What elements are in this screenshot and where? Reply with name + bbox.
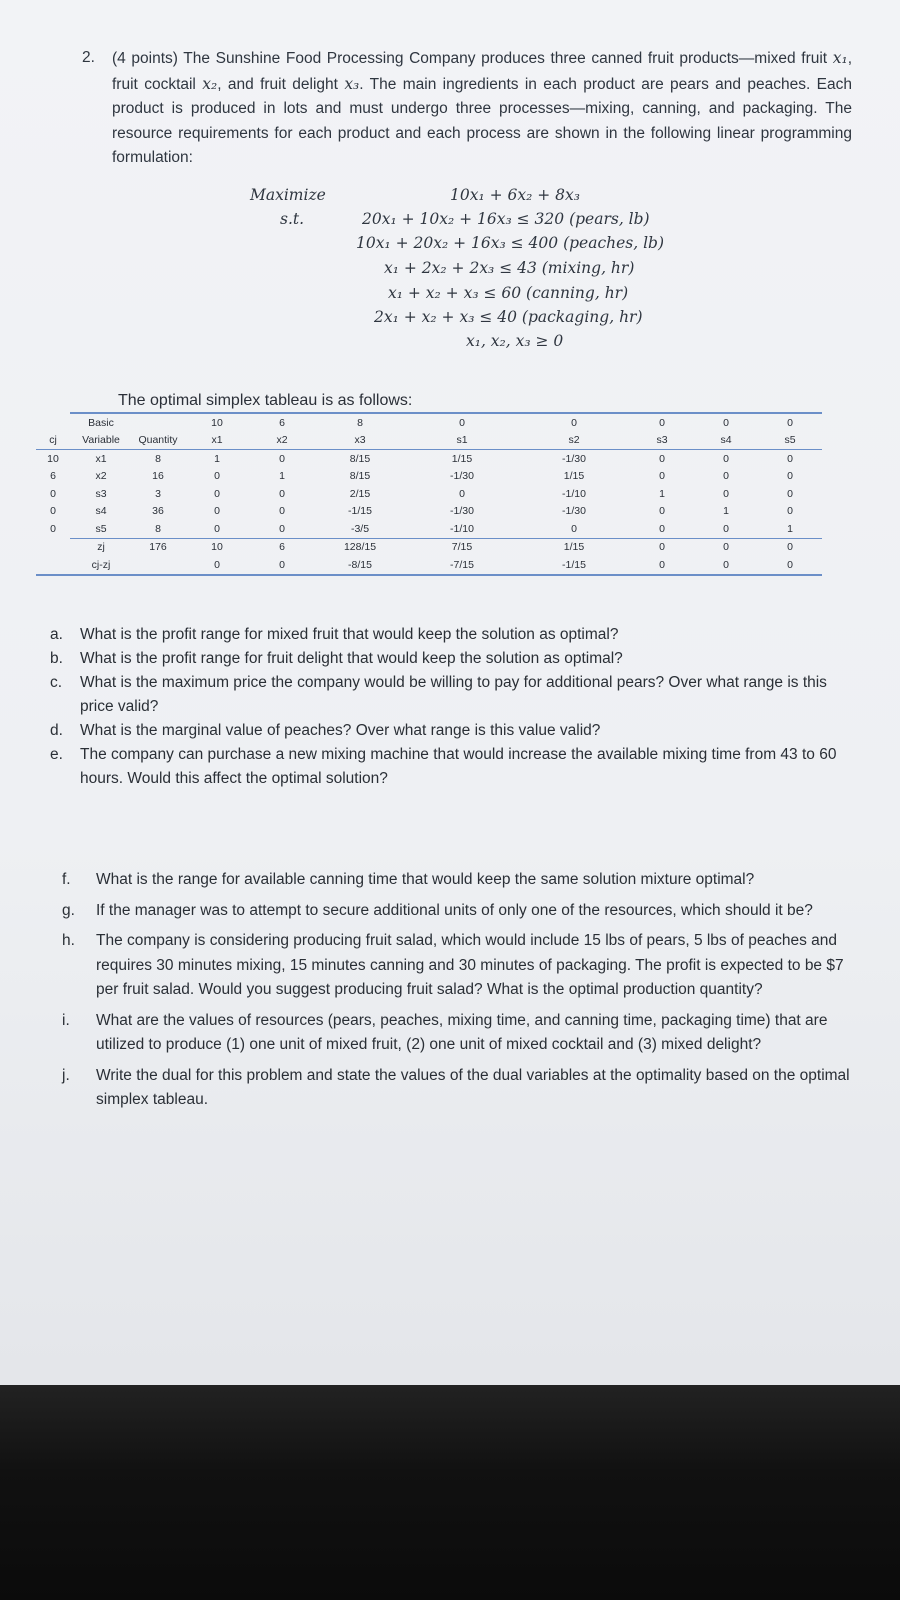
tableau-row-zj: zj 176 10 6 128/15 7/15 1/15 0 0 0 [36, 538, 822, 556]
dark-background [0, 1385, 900, 1600]
objective-function: 10x₁ + 6x₂ + 8x₃ [450, 186, 580, 204]
var-x3: x₃ [344, 74, 360, 93]
question-e: e. The company can purchase a new mixing machine that would increase the available mixing time from 43 to 60 hours. Would this affect the optimal solution? [50, 746, 837, 787]
constraint-mixing: x₁ + 2x₂ + 2x₃ ≤ 43 (mixing, hr) [384, 259, 635, 277]
tableau-row-s3: 0 s3 3 0 0 2/15 0 -1/10 1 0 0 [50, 487, 793, 500]
problem-text-3: , and fruit delight [217, 75, 345, 93]
tableau-row-s4: 0 s4 36 0 0 -1/15 -1/30 -1/30 0 1 0 [50, 505, 793, 518]
question-c: c. What is the maximum price the company would be willing to pay for additional pears? Over what range is this price valid? [50, 674, 827, 715]
problem-text-2: , fruit cocktail [112, 50, 852, 93]
tableau-row-x1: 10 x1 8 1 0 8/15 1/15 -1/30 0 0 0 [47, 452, 793, 465]
question-d: d. What is the marginal value of peaches? Over what range is this value valid? [50, 722, 601, 739]
header-row-2: cj Variable Quantity x1 x2 x3 s1 s2 s3 s4 s5 [36, 432, 822, 450]
simplex-tableau [36, 412, 822, 576]
var-x1: x₁ [832, 49, 848, 67]
constraint-canning: x₁ + x₂ + x₃ ≤ 60 (canning, hr) [388, 284, 629, 302]
question-a: a. What is the profit range for mixed fruit that would keep the solution as optimal? [50, 626, 619, 643]
constraint-peaches: 10x₁ + 20x₂ + 16x₃ ≤ 400 (peaches, lb) [356, 234, 665, 252]
problem-text-1: (4 points) The Sunshine Food Processing Company produces three canned fruit products—mixed fruit [112, 50, 833, 67]
problem-text [112, 46, 852, 171]
questions-f-to-j [56, 868, 856, 1113]
question-g: g. If the manager was to attempt to secure additional units of only one of the resources, which should it be? [62, 901, 813, 919]
problem-text-4: . The main ingredients in each product are pears and peaches. Each product is produced in lots and must undergo three processes—mixing, canning, and packaging. The resource requirements for each product and each process are shown in the following linear programming formulation: [112, 75, 852, 166]
tableau-row-x2: 6 x2 16 0 1 8/15 -1/30 1/15 0 0 0 [50, 470, 793, 483]
problem-statement [82, 46, 852, 171]
header-row-1: Basic 10 6 8 0 0 0 0 0 [36, 413, 822, 432]
non-negativity: x₁, x₂, x₃ ≥ 0 [466, 332, 564, 350]
question-f: f. What is the range for available canning time that would keep the same solution mixture optimal? [62, 871, 755, 888]
question-h: h. The company is considering producing fruit salad, which would include 15 lbs of pears, 5 lbs of peaches and requires 30 minutes mixing, 15 minutes canning and 30 minutes of packaging. The profit is expected to be $7 per fruit salad. Would you suggest producing fruit salad? What is the optimal production quantity? [62, 932, 844, 998]
constraint-pears: 20x₁ + 10x₂ + 16x₃ ≤ 320 (pears, lb) [362, 210, 650, 228]
question-j: j. Write the dual for this problem and state the values of the dual variables at the optimality based on the optimal simplex tableau. [62, 1066, 850, 1108]
maximize-label: Maximize [250, 186, 326, 204]
tableau-row-s5: 0 s5 8 0 0 -3/5 -1/10 0 0 0 1 [50, 522, 793, 535]
question-i: i. What are the values of resources (pears, peaches, mixing time, and canning time, packaging time) that are utilized to produce (1) one unit of mixed fruit, (2) one unit of mixed cocktail and (3) mixed delight? [62, 1011, 828, 1053]
problem-number: 2. [82, 49, 95, 66]
var-x2: x₂ [202, 74, 218, 93]
st-label: s.t. [280, 210, 305, 228]
questions-a-to-e [50, 623, 840, 791]
tableau-title: The optimal simplex tableau is as follows: [118, 392, 413, 409]
constraint-packaging: 2x₁ + x₂ + x₃ ≤ 40 (packaging, hr) [374, 308, 643, 326]
tableau-row-cjzj: cj-zj 0 0 -8/15 -7/15 -1/15 0 0 0 [36, 556, 822, 575]
question-b: b. What is the profit range for fruit delight that would keep the solution as optimal? [50, 650, 623, 667]
